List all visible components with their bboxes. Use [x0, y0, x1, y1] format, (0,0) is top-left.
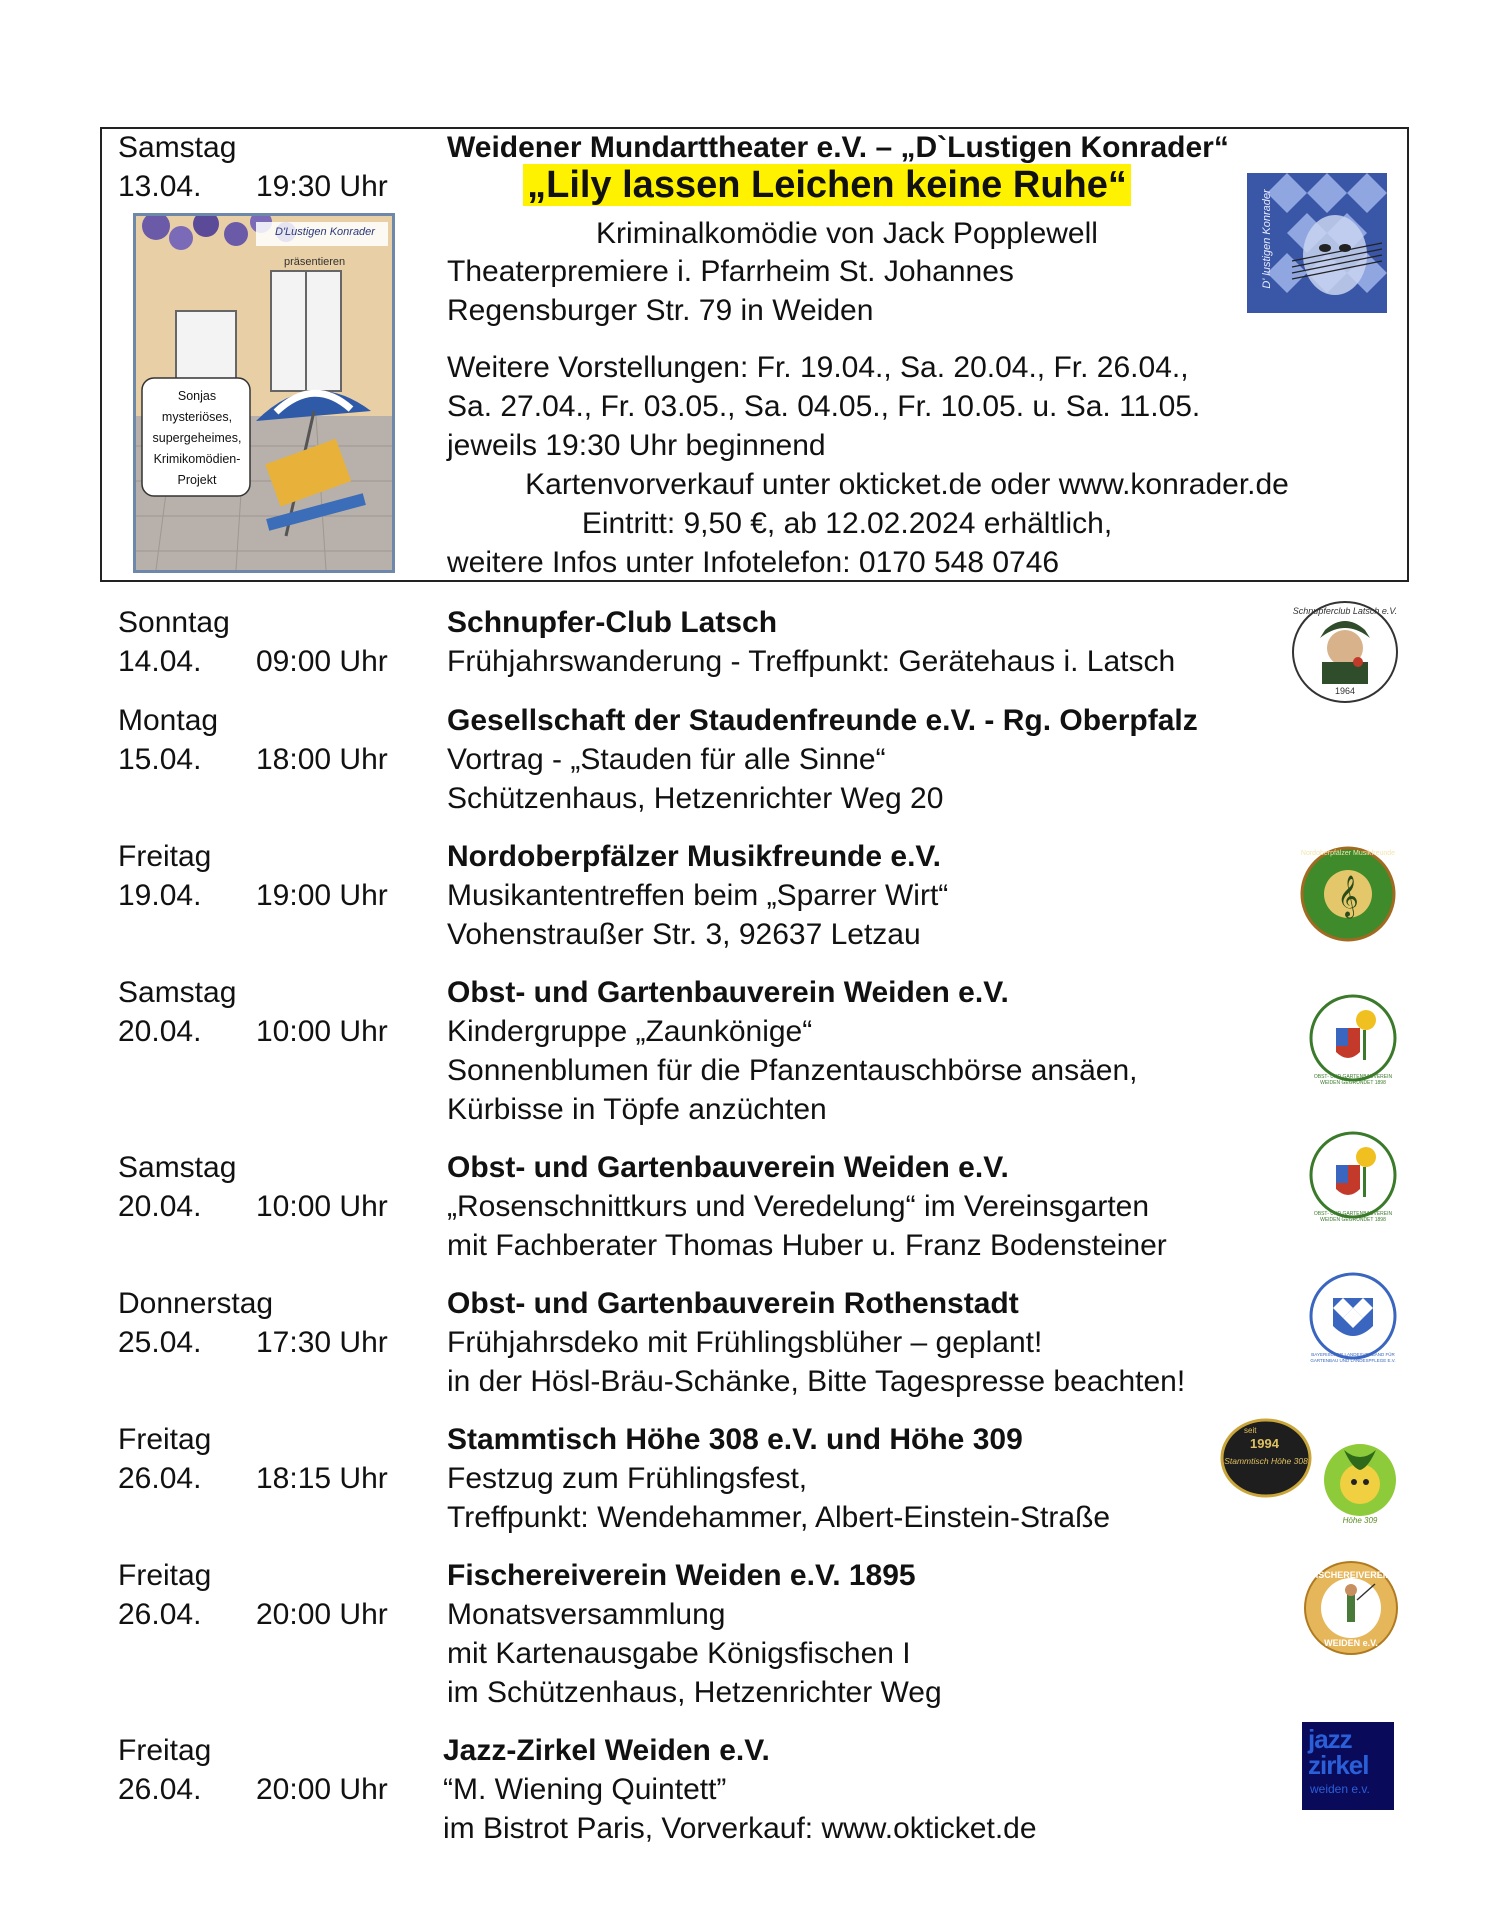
event-day: Freitag — [118, 1734, 212, 1767]
event-detail: Frühjahrswanderung - Treffpunkt: Gerätehaus i. Latsch — [447, 645, 1176, 678]
event-detail: Schützenhaus, Hetzenrichter Weg 20 — [447, 782, 944, 815]
stammtisch-name: Stammtisch Höhe 308 — [1224, 1456, 1308, 1466]
event-org: Stammtisch Höhe 308 e.V. und Höhe 309 — [447, 1423, 1023, 1456]
landesverband-emblem — [1308, 1268, 1398, 1364]
fischereiverein-top-text: FISCHEREIVEREIN — [1310, 1570, 1392, 1580]
ogv-weiden-emblem — [1308, 1127, 1398, 1223]
event-org: Obst- und Gartenbauverein Weiden e.V. — [447, 1151, 1009, 1184]
event-org: Obst- und Gartenbauverein Rothenstadt — [447, 1287, 1019, 1320]
event-time: 20:00 Uhr — [256, 1773, 388, 1806]
event-time: 17:30 Uhr — [256, 1326, 388, 1359]
schnupferclub-logo-text: Schnupferclub Latsch e.V. — [1292, 606, 1398, 616]
featured-date: 13.04. — [118, 170, 202, 203]
musikfreunde-logo-text: Nordoberpfälzer Musikfreunde — [1300, 850, 1396, 857]
hoehe-309-logo — [1318, 1440, 1402, 1530]
event-detail: Kürbisse in Töpfe anzüchten — [447, 1093, 827, 1126]
schnupferclub-logo — [1290, 600, 1400, 704]
jazz-logo-line-3: weiden e.v. — [1310, 1782, 1370, 1796]
event-date: 19.04. — [118, 879, 202, 912]
featured-title-wrap — [447, 166, 1207, 207]
event-day: Donnerstag — [118, 1287, 274, 1320]
schnupferclub-logo-year: 1964 — [1334, 686, 1356, 696]
landesverband-logo-text: BAYERISCHER LANDESVERBAND FÜR GARTENBAU UND LANDESPFLEGE E.V. — [1310, 1352, 1396, 1363]
event-time: 18:15 Uhr — [256, 1462, 388, 1495]
fischereiverein-logo — [1303, 1560, 1399, 1656]
event-detail: in der Hösl-Bräu-Schänke, Bitte Tagespresse beachten! — [447, 1365, 1186, 1398]
event-detail: „Rosenschnittkurs und Veredelung“ im Vereinsgarten — [447, 1190, 1150, 1223]
ogv-weiden-logo — [1308, 1127, 1398, 1223]
event-detail: Sonnenblumen für die Pfanzentauschbörse ansäen, — [447, 1054, 1138, 1087]
event-day: Montag — [118, 704, 219, 737]
event-day: Sonntag — [118, 606, 230, 639]
featured-address: Regensburger Str. 79 in Weiden — [447, 294, 874, 327]
event-day: Freitag — [118, 1559, 212, 1592]
event-date: 20.04. — [118, 1015, 202, 1048]
event-time: 10:00 Uhr — [256, 1190, 388, 1223]
event-date: 14.04. — [118, 645, 202, 678]
event-detail: im Schützenhaus, Hetzenrichter Weg — [447, 1676, 942, 1709]
poster-presents: präsentieren — [284, 256, 346, 268]
stammtisch-seit: seit — [1244, 1426, 1257, 1435]
event-time: 19:00 Uhr — [256, 879, 388, 912]
featured-more-dates-2: Sa. 27.04., Fr. 03.05., Sa. 04.05., Fr. 10.05. u. Sa. 11.05. — [447, 390, 1201, 423]
featured-org: Weidener Mundarttheater e.V. – „D`Lustigen Konrader“ — [447, 131, 1229, 164]
stammtisch-year: 1994 — [1250, 1436, 1279, 1451]
featured-start-time: jeweils 19:30 Uhr beginnend — [447, 429, 826, 462]
event-time: 20:00 Uhr — [256, 1598, 388, 1631]
ogv-weiden-logo-text: OBST- UND GARTENBAUVEREIN WEIDEN GEGRÜNDET 1898 — [1313, 1211, 1393, 1223]
event-detail: Vortrag - „Stauden für alle Sinne“ — [447, 743, 886, 776]
featured-info: weitere Infos unter Infotelefon: 0170 548 0746 — [447, 546, 1060, 579]
ogv-weiden-emblem — [1308, 990, 1398, 1086]
poster-bubble-line: mysteriöses, — [161, 410, 233, 424]
event-date: 25.04. — [118, 1326, 202, 1359]
ogv-weiden-logo-text: OBST- UND GARTENBAUVEREIN WEIDEN GEGRÜNDET 1898 — [1313, 1074, 1393, 1086]
musikfreunde-emblem — [1300, 846, 1396, 942]
event-date: 26.04. — [118, 1598, 202, 1631]
poster-bubble-line: supergeheimes, — [152, 431, 242, 445]
featured-time: 19:30 Uhr — [256, 170, 388, 203]
event-date: 26.04. — [118, 1462, 202, 1495]
featured-more-dates-1: Weitere Vorstellungen: Fr. 19.04., Sa. 20.04., Fr. 26.04., — [447, 351, 1189, 384]
event-day: Freitag — [118, 840, 212, 873]
fischereiverein-bottom-text: WEIDEN e.V. — [1324, 1638, 1378, 1648]
event-date: 26.04. — [118, 1773, 202, 1806]
featured-venue: Theaterpremiere i. Pfarrheim St. Johannes — [447, 255, 1014, 288]
event-org: Nordoberpfälzer Musikfreunde e.V. — [447, 840, 942, 873]
stammtisch-308-logo — [1220, 1418, 1312, 1498]
featured-tickets: Kartenvorverkauf unter okticket.de oder www.konrader.de — [525, 468, 1289, 501]
featured-subtitle: Kriminalkomödie von Jack Popplewell — [596, 217, 1098, 250]
event-detail: Kindergruppe „Zaunkönige“ — [447, 1015, 813, 1048]
svg-text:𝄞: 𝄞 — [1337, 876, 1359, 917]
konrader-logo-text: D' lustigen Konrader — [1261, 189, 1273, 289]
event-org: Schnupfer-Club Latsch — [447, 606, 778, 639]
event-detail: mit Fachberater Thomas Huber u. Franz Bodensteiner — [447, 1229, 1167, 1262]
event-date: 20.04. — [118, 1190, 202, 1223]
event-day: Freitag — [118, 1423, 212, 1456]
event-detail: Frühjahrsdeko mit Frühlingsblüher – geplant! — [447, 1326, 1043, 1359]
poster-bubble-line: Krimikomödien- — [153, 452, 241, 466]
featured-day: Samstag — [118, 131, 237, 164]
event-org: Obst- und Gartenbauverein Weiden e.V. — [447, 976, 1009, 1009]
event-detail: Musikantentreffen beim „Sparrer Wirt“ — [447, 879, 949, 912]
hoehe-309-emblem — [1318, 1440, 1402, 1520]
event-day: Samstag — [118, 1151, 237, 1184]
event-org: Fischereiverein Weiden e.V. 1895 — [447, 1559, 916, 1592]
poster-bubble-line: Projekt — [177, 473, 217, 487]
poster-brand: D'Lustigen Konrader — [275, 226, 375, 238]
event-detail: Vohenstraußer Str. 3, 92637 Letzau — [447, 918, 921, 951]
konrader-logo — [1247, 173, 1387, 313]
event-time: 10:00 Uhr — [256, 1015, 388, 1048]
event-detail: im Bistrot Paris, Vorverkauf: www.okticket.de — [443, 1812, 1037, 1845]
event-date: 15.04. — [118, 743, 202, 776]
jazz-logo-line-1: jazz — [1308, 1724, 1352, 1754]
event-detail: Festzug zum Frühlingsfest, — [447, 1462, 808, 1495]
gartenbau-landesverband-logo — [1308, 1268, 1398, 1364]
poster-bubble — [145, 386, 249, 491]
event-org: Gesellschaft der Staudenfreunde e.V. - Rg. Oberpfalz — [447, 704, 1198, 737]
featured-price: Eintritt: 9,50 €, ab 12.02.2024 erhältlich, — [581, 507, 1113, 540]
jazz-zirkel-logo — [1302, 1722, 1394, 1810]
event-detail: Monatsversammlung — [447, 1598, 726, 1631]
event-time: 09:00 Uhr — [256, 645, 388, 678]
event-detail: mit Kartenausgabe Königsfischen I — [447, 1637, 911, 1670]
hoehe-309-text: Höhe 309 — [1342, 1516, 1378, 1525]
featured-title: „Lily lassen Leichen keine Ruhe“ — [523, 164, 1131, 206]
event-detail: Treffpunkt: Wendehammer, Albert-Einstein-Straße — [447, 1501, 1111, 1534]
event-day: Samstag — [118, 976, 237, 1009]
theater-poster — [133, 213, 395, 573]
musikfreunde-logo — [1300, 846, 1396, 942]
ogv-weiden-logo — [1308, 990, 1398, 1086]
event-detail: “M. Wiening Quintett” — [443, 1773, 727, 1806]
event-org: Jazz-Zirkel Weiden e.V. — [443, 1734, 770, 1767]
poster-bubble-line: Sonjas — [177, 389, 217, 403]
jazz-logo-line-2: zirkel — [1308, 1750, 1369, 1780]
event-time: 18:00 Uhr — [256, 743, 388, 776]
